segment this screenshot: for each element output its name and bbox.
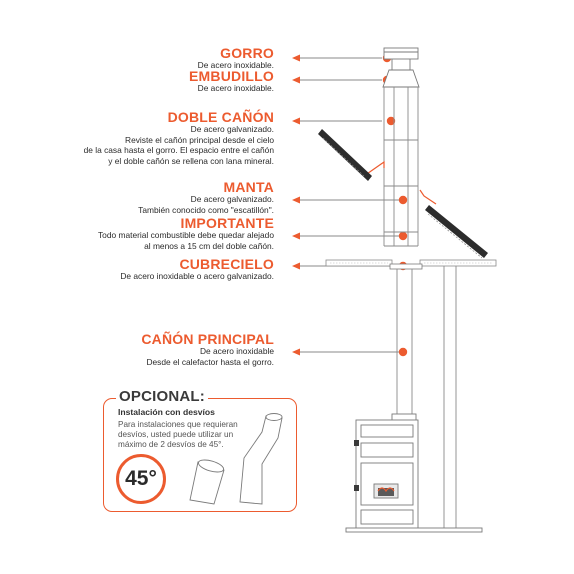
gorro-shape: [384, 48, 418, 70]
label-manta: [138, 180, 274, 215]
label-importante-title: IMPORTANTE: [180, 215, 274, 231]
label-embudillo-title: EMBUDILLO: [188, 68, 274, 84]
label-cubrecielo-title: CUBRECIELO: [179, 256, 274, 272]
optional-subtitle: Instalación con desvíos: [118, 407, 215, 417]
label-doble-canon-desc-1: De acero galvanizado.: [190, 124, 274, 134]
label-gorro: [198, 46, 274, 71]
label-canon-principal-desc-2: Desde el calefactor hasta el gorro.: [146, 356, 274, 367]
label-canon-principal-desc-1: De acero inoxidable: [199, 346, 274, 356]
label-cubrecielo-desc: De acero inoxidable o acero galvanizado.: [120, 271, 274, 281]
label-embudillo: [189, 69, 274, 94]
label-doble-canon-desc-3: de la casa hasta el gorro. El espacio entre el cañón: [83, 145, 274, 155]
roof-left: [318, 129, 372, 181]
roof-right: [425, 205, 488, 258]
label-cubrecielo: [120, 257, 274, 282]
label-embudillo-desc: De acero inoxidable.: [197, 83, 274, 93]
doble-canon-shape: [384, 87, 418, 246]
stove: [346, 414, 482, 532]
label-doble-canon: [84, 110, 274, 166]
label-manta-desc-1: De acero galvanizado.: [190, 194, 274, 204]
wall: [444, 266, 456, 528]
label-gorro-title: GORRO: [220, 45, 274, 61]
label-importante-desc-1: Todo material combustible debe quedar alejado: [98, 230, 274, 240]
label-gorro-desc: De acero inoxidable.: [197, 60, 274, 70]
label-manta-desc-2: También conocido como "escatillón".: [138, 204, 274, 215]
label-doble-canon-desc-2: Reviste el cañón principal desde el cielo: [125, 134, 274, 145]
label-importante: [98, 216, 274, 251]
label-importante-desc-2: al menos a 15 cm del doble cañón.: [144, 240, 274, 251]
label-canon-principal: [141, 332, 274, 367]
arrow-heads: [292, 54, 407, 356]
angle-badge: 45°: [116, 454, 166, 504]
label-manta-title: MANTA: [223, 179, 274, 195]
label-doble-canon-desc-4: y el doble cañón se rellena con lana mineral.: [108, 155, 274, 166]
label-canon-principal-title: CAÑÓN PRINCIPAL: [141, 331, 274, 347]
canon-principal-shape: [397, 269, 412, 416]
optional-desc-1: Para instalaciones que requieran: [118, 420, 238, 429]
optional-title: OPCIONAL:: [116, 388, 208, 405]
optional-desc: [118, 420, 258, 449]
ceiling: [326, 260, 496, 269]
label-doble-canon-title: DOBLE CAÑÓN: [167, 109, 274, 125]
optional-desc-2: desvíos, usted puede utilizar un: [118, 429, 234, 439]
optional-desc-3: máximo de 2 desvíos de 45°.: [118, 439, 224, 449]
embudillo-shape: [383, 70, 419, 87]
